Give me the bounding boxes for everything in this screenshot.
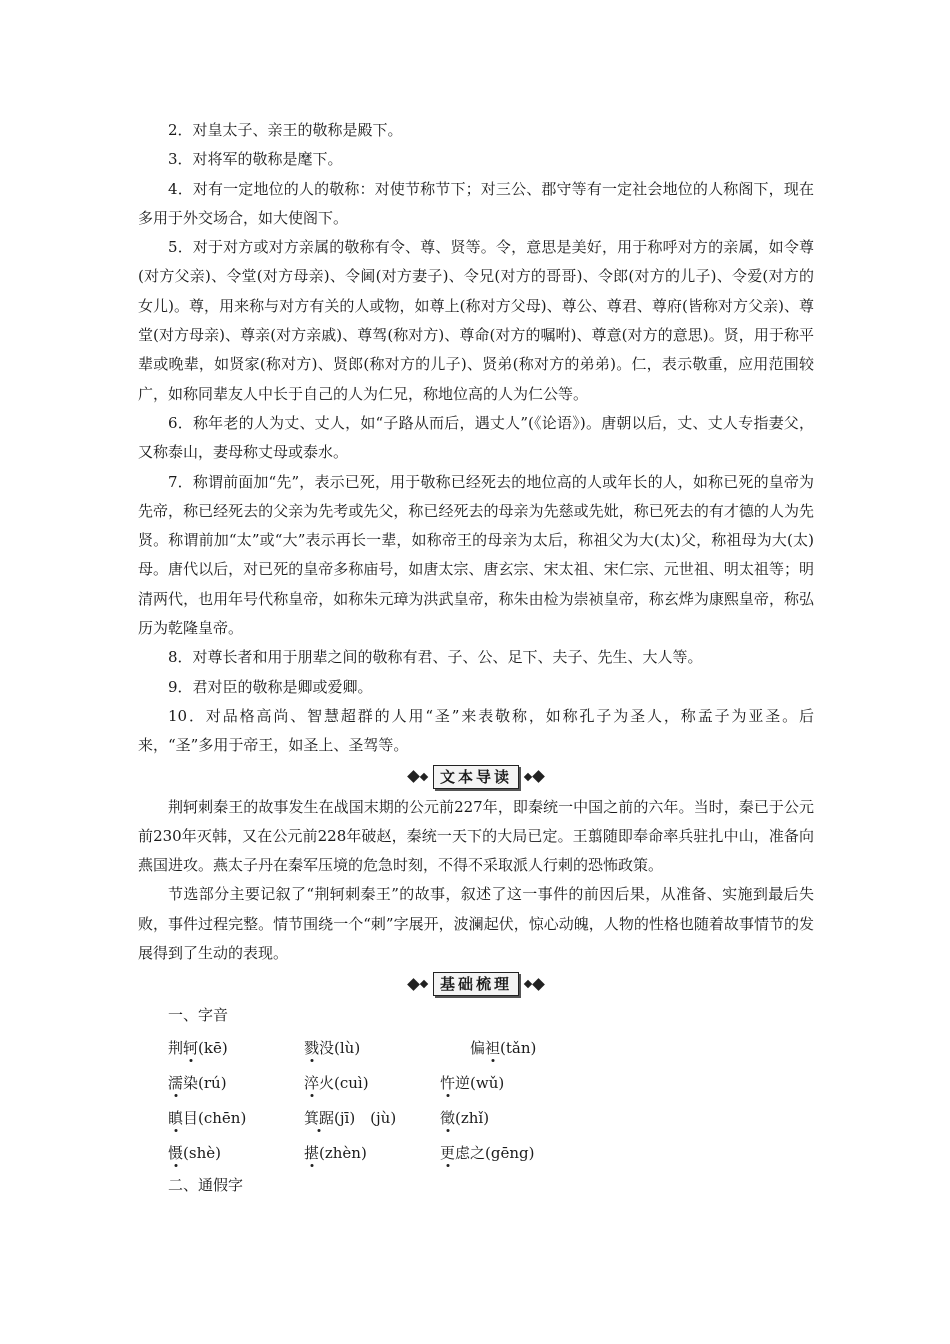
pronunciation-item: 揕(zhèn) [304, 1144, 367, 1163]
paragraph: 8．对尊长者和用于朋辈之间的敬称有君、子、公、足下、夫子、先生、大人等。 [168, 648, 703, 667]
document-page [138, 116, 814, 1200]
pronunciation-row [168, 1135, 814, 1170]
pronunciation-row [168, 1100, 814, 1135]
pronunciation-item: 慑(shè) [168, 1144, 221, 1163]
heading-label: 文本导读 [433, 765, 519, 789]
diamond-ornament-icon [525, 772, 543, 781]
paragraph: 4．对有一定地位的人的敬称：对使节称节下；对三公、郡守等有一定社会地位的人称阁下，现在多用于外交场合，如大使阁下。 [138, 179, 814, 227]
paragraph: 3．对将军的敬称是麾下。 [168, 150, 343, 169]
diamond-ornament-icon [409, 772, 427, 781]
pronunciation-item: 戮没(lù) [304, 1039, 361, 1058]
subsection-label: 二、通假字 [168, 1176, 244, 1195]
paragraph: 7．称谓前面加“先”，表示已死，用于敬称已经死去的地位高的人或年长的人，如称已死的皇帝为先帝，称已经死去的父亲为先考或先父，称已经死去的母亲为先慈或先妣，称已死去的有才德的人为先贤。称谓前加“太”或“大”表示再长一辈，如称帝王的母亲为太后，称祖父为大(太)父，称祖母为大(太)母。唐代以后，对已死的皇帝多称庙号，如唐太宗、唐玄宗、宋太祖、宋仁宗、元世祖、明太祖等；明清两代，也用年号代称皇帝，如称朱元璋为洪武皇帝，称朱由检为崇祯皇帝，称玄烨为康熙皇帝，称弘历为乾隆皇帝。 [138, 472, 814, 638]
subsection-label: 一、字音 [168, 1006, 229, 1025]
pronunciation-item: 淬火(cuì) [304, 1074, 369, 1093]
paragraph: 荆轲刺秦王的故事发生在战国末期的公元前227年，即秦统一中国之前的六年。当时，秦已于公元前230年灭韩，又在公元前228年破赵，秦统一天下的大局已定。王翦随即奉命率兵驻扎中山，准备向燕国进攻。燕太子丹在秦军压境的危急时刻，不得不采取派人行刺的恐怖政策。 [138, 797, 814, 875]
pronunciation-item: 更虑之(gēng) [440, 1144, 535, 1163]
diamond-ornament-icon [409, 980, 427, 989]
pronunciation-item: 箕踞(jī) (jù) [304, 1109, 397, 1128]
paragraph: 2．对皇太子、亲王的敬称是殿下。 [168, 121, 403, 139]
pronunciation-item: 徵(zhǐ) [440, 1109, 490, 1128]
paragraph: 节选部分主要记叙了“荆轲刺秦王”的故事，叙述了这一事件的前因后果，从准备、实施到最后失败，事件过程完整。情节围绕一个“刺”字展开，波澜起伏，惊心动魄，人物的性格也随着故事情节的发展得到了生动的表现。 [138, 885, 814, 963]
pronunciation-row [168, 1030, 814, 1065]
pronunciation-item: 偏袒(tǎn) [470, 1039, 537, 1058]
pronunciation-grid [138, 1030, 814, 1170]
pronunciation-item: 忤逆(wǔ) [440, 1074, 505, 1093]
paragraph: 6．称年老的人为丈、丈人，如“子路从而后，遇丈人”(《论语》)。唐朝以后，丈、丈人专指妻父，又称泰山，妻母称丈母或泰水。 [138, 413, 814, 462]
heading-label: 基础梳理 [433, 972, 519, 996]
paragraph: 10．对品格高尚、智慧超群的人用“圣”来表敬称，如称孔子为圣人，称孟子为亚圣。后来，“圣”多用于帝王，如圣上、圣驾等。 [138, 706, 814, 755]
pronunciation-row [168, 1065, 814, 1100]
diamond-ornament-icon [525, 980, 543, 989]
section-heading-reading [138, 761, 814, 793]
paragraph: 5．对于对方或对方亲属的敬称有令、尊、贤等。令，意思是美好，用于称呼对方的亲属，如令尊(对方父亲)、令堂(对方母亲)、令阃(对方妻子)、令兄(对方的哥哥)、令郎(对方的儿子)、令爱(对方的女儿)。尊，用来称与对方有关的人或物，如尊上(称对方父母)、尊公、尊君、尊府(皆称对方父亲)、尊堂(对方母亲)、尊亲(对方亲戚)、尊驾(称对方)、尊命(对方的嘱咐)、尊意(对方的意思)。贤，用于称平辈或晚辈，如贤家(称对方)、贤郎(称对方的儿子)、贤弟(称对方的弟弟)。仁，表示敬重，应用范围较广，如称同辈友人中长于自己的人为仁兄，称地位高的人为仁公等。 [138, 238, 814, 403]
paragraph: 9．君对臣的敬称是卿或爱卿。 [168, 677, 373, 696]
pronunciation-item: 瞋目(chēn) [168, 1109, 247, 1128]
section-heading-basics [138, 968, 814, 1000]
pronunciation-item: 濡染(rú) [168, 1074, 227, 1093]
pronunciation-item: 荆轲(kē) [168, 1039, 228, 1058]
